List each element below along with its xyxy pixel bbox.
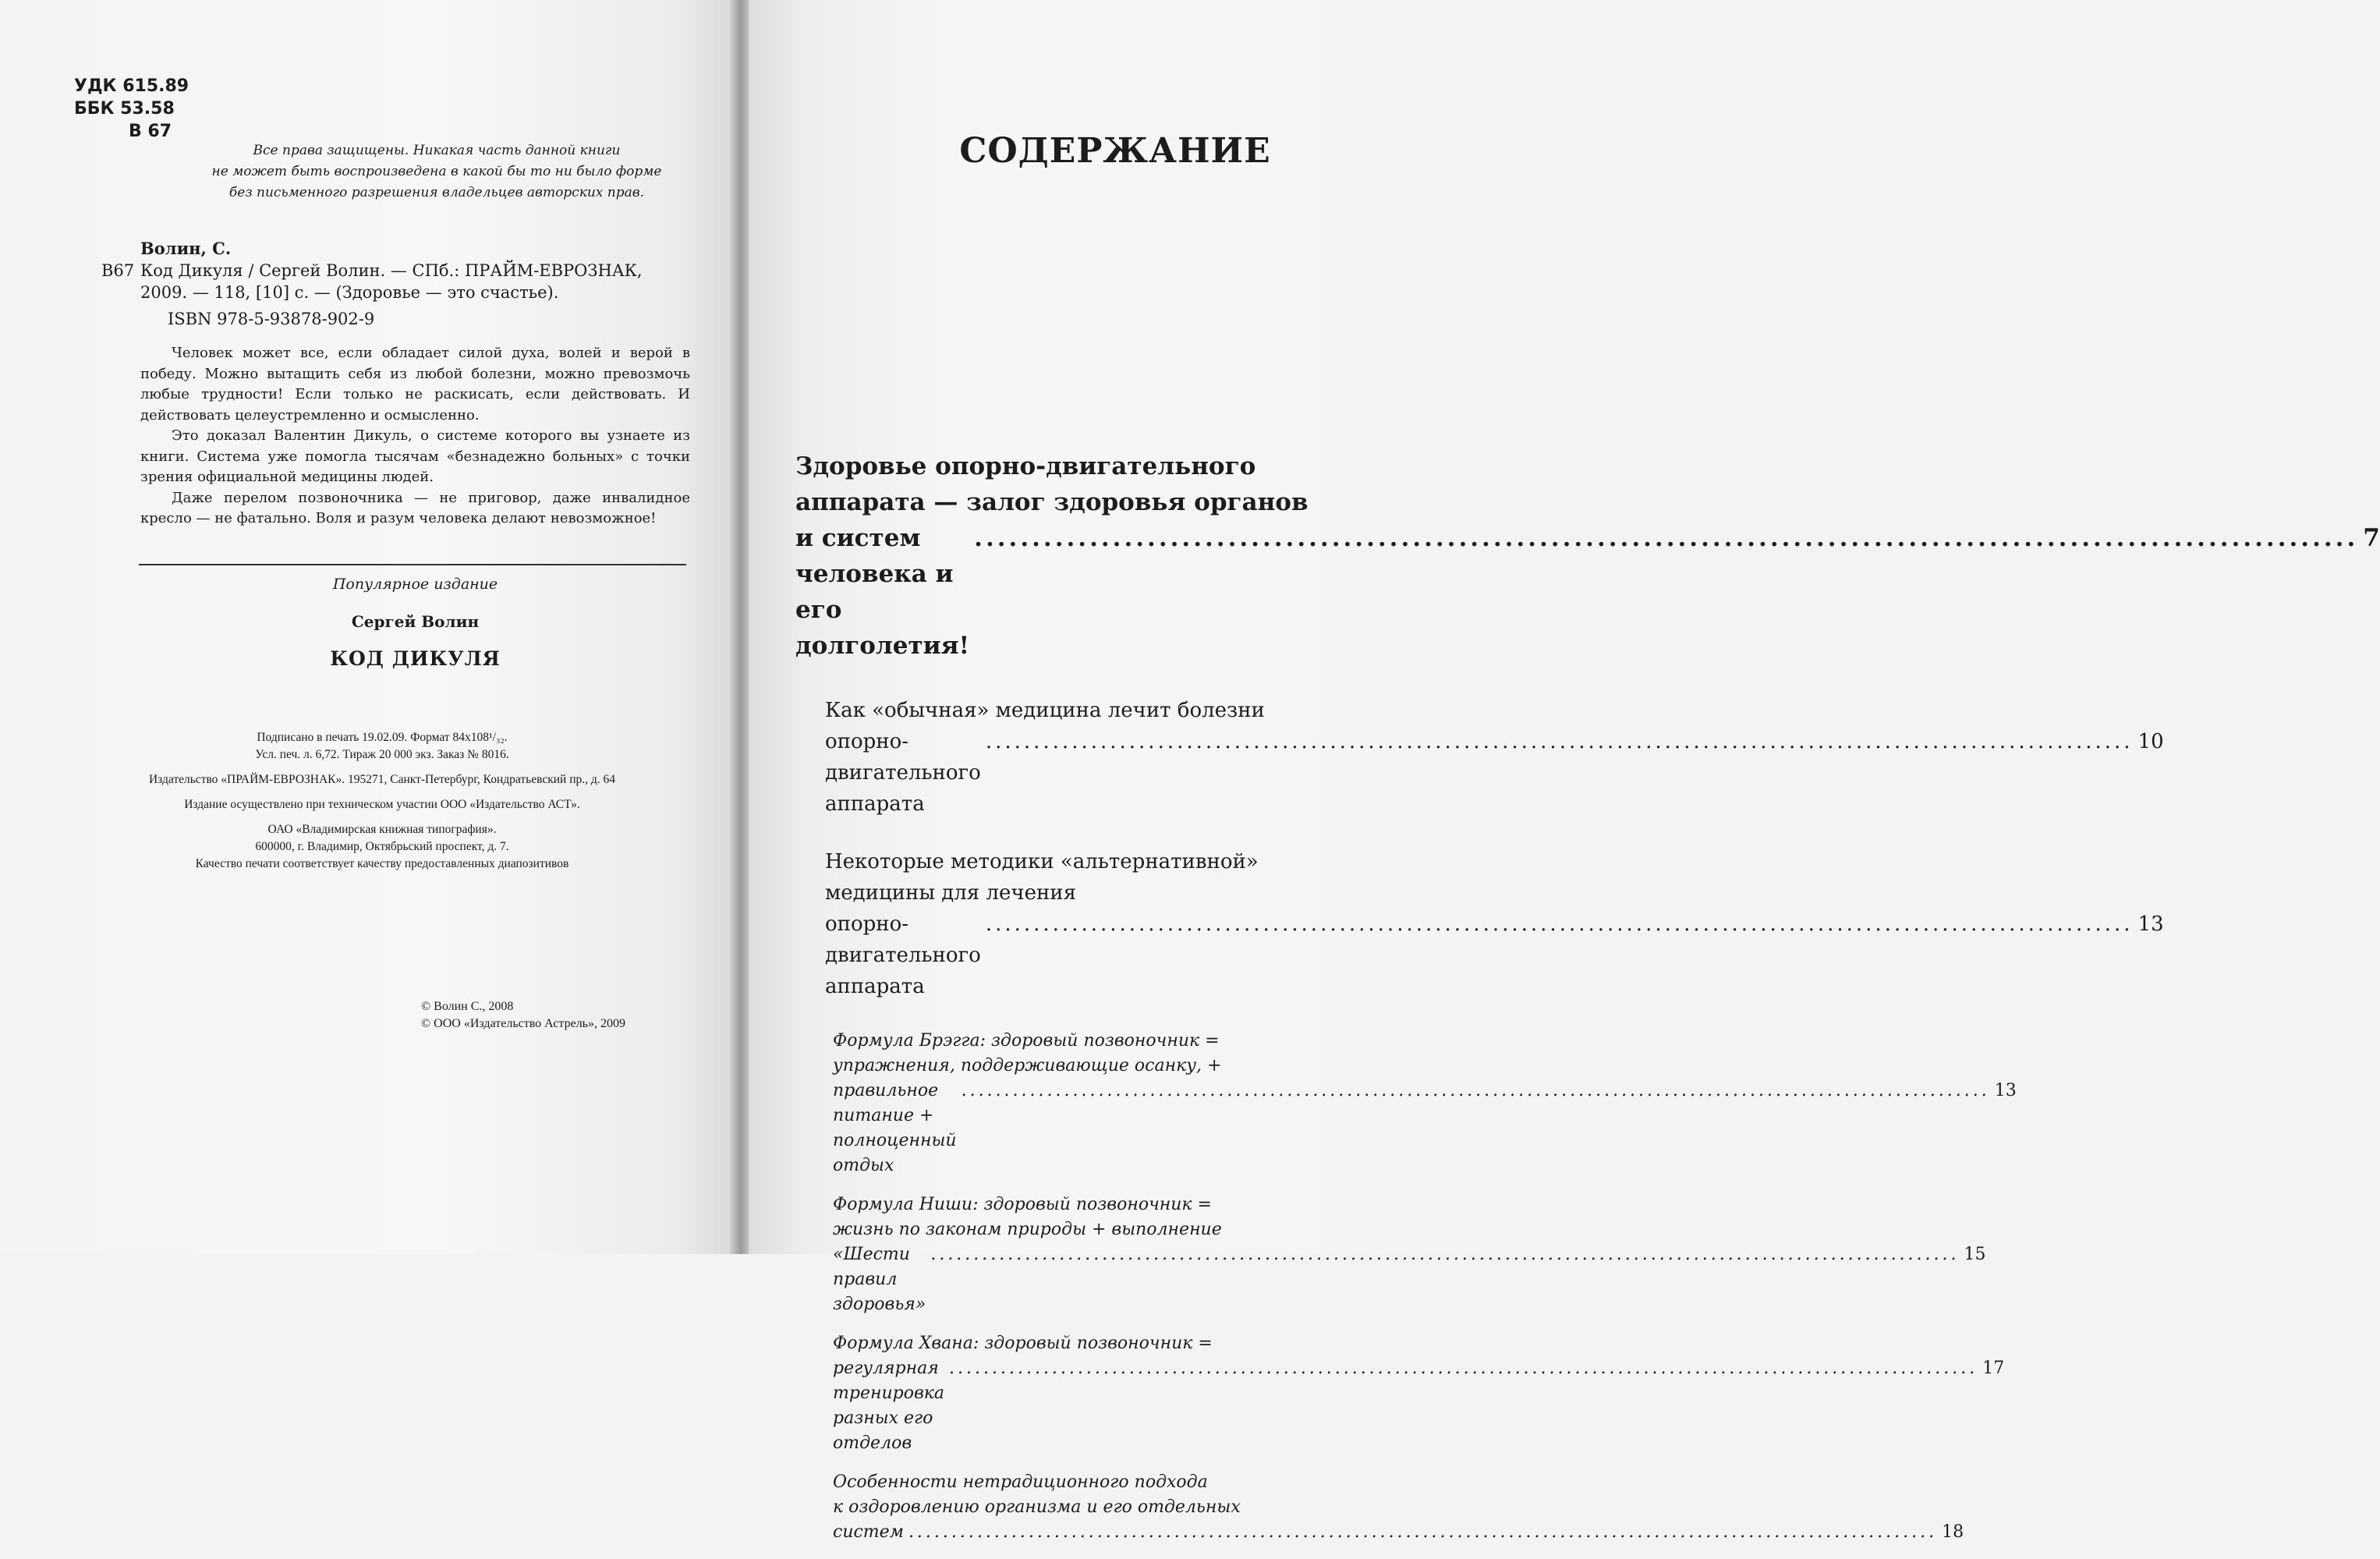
volume-line: Усл. печ. л. 6,72. Тираж 20 000 экз. Заказ № 8016. <box>255 748 509 761</box>
toc-page-number: 10 <box>2137 730 2164 753</box>
toc-entry[interactable] <box>795 1470 1964 1545</box>
abstract <box>140 343 690 530</box>
abstract-paragraph: Даже перелом позвоночника — не приговор, даже инвалидное кресло — не фатально. Воля и разум человека делают невозможное! <box>140 489 690 526</box>
divider <box>139 564 686 565</box>
toc-entry-text: Здоровье опорно-двигательного <box>795 452 1256 480</box>
udk-code: УДК 615.89 <box>74 76 189 96</box>
toc-page-number: 17 <box>1982 1359 2005 1378</box>
right-page <box>749 0 2380 1542</box>
print-info <box>70 729 694 873</box>
record-author: Волин, С. <box>140 239 232 258</box>
toc-leader-dots: ........................................................................................................................ <box>985 912 2134 936</box>
toc-entry-text: регулярная тренировка разных его отделов <box>833 1359 945 1453</box>
toc-title: СОДЕРЖАНИЕ <box>959 131 1271 171</box>
copyright-block <box>421 998 625 1033</box>
toc-leader-dots: ........................................................................................................................ <box>930 1245 1960 1264</box>
toc-entry-text: Как «обычная» медицина лечит болезни <box>825 699 1265 722</box>
classification-codes <box>74 75 189 143</box>
toc-entry[interactable] <box>795 695 2164 820</box>
toc-entry-text: и систем человека и его долголетия! <box>795 524 970 660</box>
toc-entry[interactable] <box>795 1331 2005 1456</box>
toc-entry-text: Формула Ниши: здоровый позвоночник = <box>833 1195 1212 1214</box>
record-line: 2009. — 118, [10] с. — (Здоровье — это счастье). <box>140 283 559 302</box>
rights-notice <box>179 140 694 204</box>
toc-entry-text: жизнь по законам природы + выполнение <box>833 1220 1222 1239</box>
toc-entry[interactable] <box>795 1192 1986 1317</box>
signed-line: Подписано в печать 19.02.09. Формат 84x108¹/₃₂. <box>257 731 508 744</box>
toc-leader-dots: ........................................................................................................................ <box>985 730 2134 753</box>
quality-line: Качество печати соответствует качеству предоставленных диапозитивов <box>195 857 569 870</box>
table-of-contents <box>795 448 2380 1559</box>
imprint-title: КОД ДИКУЛЯ <box>330 647 501 670</box>
toc-entry-text: «Шести правил здоровья» <box>833 1245 926 1314</box>
toc-entry-text: аппарата — залог здоровья органов <box>795 488 1309 516</box>
toc-page-number: 13 <box>2137 912 2164 936</box>
edition-type: Популярное издание <box>332 576 498 593</box>
toc-leader-dots: ........................................................................................................................ <box>961 1081 1990 1100</box>
copyright-line: © ООО «Издательство Астрель», 2009 <box>421 1017 625 1030</box>
toc-leader-dots: ........................................................................................................................ <box>949 1359 1978 1378</box>
rights-line: не может быть воспроизведена в какой бы то ни было форме <box>211 164 662 179</box>
abstract-paragraph: Человек может все, если обладает силой духа, волей и верой в победу. Можно вытащить себя из любой болезни, можно превозмочь любые трудности! Если только не раскисать, если действовать. И действовать целеустремленно и осмысленно. <box>140 345 690 423</box>
toc-entry-text: медицины для лечения <box>825 881 1077 905</box>
printer-address: 600000, г. Владимир, Октябрьский проспект, д. 7. <box>255 840 509 853</box>
publisher-line: Издательство «ПРАЙМ-ЕВРОЗНАК». 195271, Санкт-Петербург, Кондратьевский пр., д. 64 <box>148 773 616 786</box>
toc-entry[interactable] <box>795 1029 2017 1178</box>
toc-entry-text: опорно-двигательного аппарата <box>825 730 981 816</box>
toc-entry[interactable] <box>795 846 2164 1002</box>
left-page <box>0 0 733 1254</box>
bbk-code: ББК 53.58 <box>74 99 175 119</box>
toc-entry-text: правильное питание + полноценный отдых <box>833 1081 957 1175</box>
copyright-line: © Волин С., 2008 <box>421 1000 514 1013</box>
rights-line: Все права защищены. Никакая часть данной книги <box>253 143 621 158</box>
toc-page-number: 7 <box>2363 524 2380 552</box>
record-mark: В67 <box>101 261 135 280</box>
toc-page-number: 13 <box>1994 1081 2017 1100</box>
toc-entry-text: Некоторые методики «альтернативной» <box>825 850 1259 873</box>
toc-entry-text: к оздоровлению организма и его отдельных <box>833 1497 1241 1517</box>
toc-entry[interactable] <box>795 448 2380 664</box>
toc-leader-dots: ........................................................................................................................ <box>908 1522 1938 1542</box>
imprint-author: Сергей Волин <box>351 612 480 631</box>
toc-entry-text: Особенности нетрадиционного подхода <box>833 1472 1208 1492</box>
toc-page-number: 18 <box>1942 1522 1964 1542</box>
toc-entry-text: систем <box>833 1522 904 1542</box>
technical-line: Издание осуществлено при техническом участии ООО «Издательство АСТ». <box>184 798 580 811</box>
toc-entry-text: Формула Хвана: здоровый позвоночник = <box>833 1334 1213 1353</box>
printer-line: ОАО «Владимирская книжная типография». <box>267 823 497 836</box>
toc-entry-text: упражнения, поддерживающие осанку, + <box>833 1056 1222 1075</box>
abstract-paragraph: Это доказал Валентин Дикуль, о системе которого вы узнаете из книги. Система уже помогла тысячам «безнадежно больных» с точки зрения официальной медицины людей. <box>140 427 690 485</box>
rights-line: без письменного разрешения владельцев авторских прав. <box>228 185 645 200</box>
record-line: Код Дикуля / Сергей Волин. — СПб.: ПРАЙМ-ЕВРОЗНАК, <box>140 261 643 280</box>
toc-leader-dots: ........................................................................................................................ <box>974 524 2359 552</box>
author-mark: В 67 <box>129 122 172 141</box>
isbn: ISBN 978-5-93878-902-9 <box>168 310 375 328</box>
toc-entry-text: Формула Брэгга: здоровый позвоночник = <box>833 1031 1220 1051</box>
bibliographic-record <box>101 238 710 330</box>
toc-entry-text: опорно-двигательного аппарата <box>825 912 981 998</box>
toc-page-number: 15 <box>1964 1245 1986 1264</box>
